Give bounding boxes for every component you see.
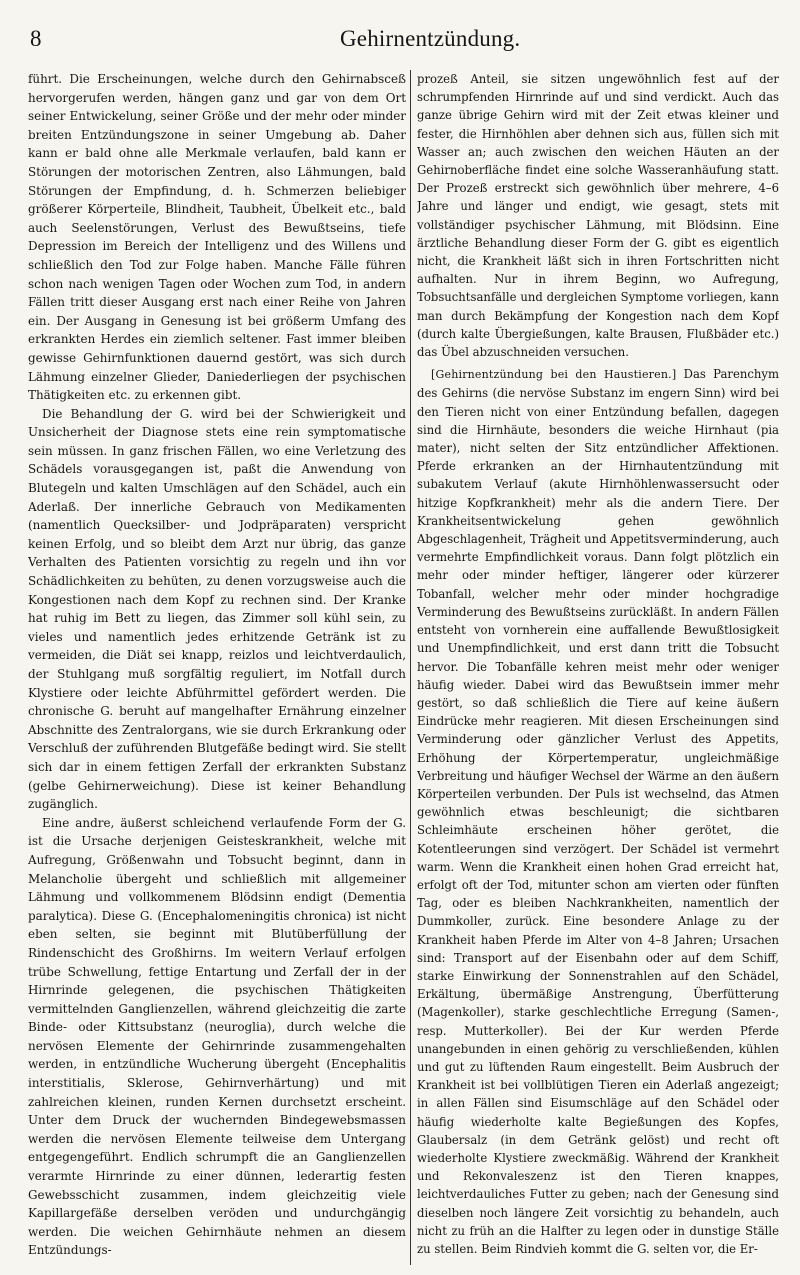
left-column	[28, 70, 406, 1268]
paragraph: Die Behandlung der G. wird bei der Schwierigkeit und Unsicherheit der Diagnose stets eine rein symptomatische sein müssen. In ganz frischen Fällen, wo eine Verletzung des Schädels vorausgegangen ist, paßt die Anwendung von Blutegeln und kalten Umschlägen auf den Schädel, auch ein Aderlaß. Der innerliche Gebrauch von Medikamenten (namentlich Quecksilber- und Jodpräparaten) verspricht keinen Erfolg, und so bleibt dem Arzt nur übrig, das ganze Verhalten des Patienten vorsichtig zu regeln und ihn vor Schädlichkeiten zu behüten, zu denen vorzugsweise auch die Kongestionen nach dem Kopf zu rechnen sind. Der Kranke hat ruhig im Bett zu liegen, das Zimmer soll kühl sein, zu vieles und namentlich jedes erhitzende Getränk ist zu vermeiden, die Diät sei knapp, reizlos und leichtverdaulich, der Stuhlgang muß sorgfältig reguliert, im Notfall durch Klystiere oder leichte Abführmittel gefördert werden. Die chronische G. beruht auf mangelhafter Ernährung einzelner Abschnitte des Zentralorgans, wie sie durch Erkrankung oder Verschluß der zuführenden Blutgefäße bedingt wird. Sie stellt sich dar in einem fettigen Zerfall der erkrankten Substanz (gelbe Gehirnerweichung). Diese ist keiner Behandlung zugänglich.	[28, 406, 406, 812]
page-number: 8	[30, 26, 42, 51]
running-title: Gehirnentzündung.	[340, 26, 521, 51]
section-heading: [Gehirnentzündung bei den Haustieren.]	[431, 368, 677, 382]
section-paragraph	[417, 365, 779, 1258]
column-divider	[410, 70, 411, 1265]
section-text: Das Parenchym des Gehirns (die nervöse Substanz im engern Sinn) wird bei den Tieren nicht von einer Entzündung befallen, dagegen sind die Hirnhäute, besonders die weiche Hirnhaut (pia mater), nicht selten der Sitz entzündlicher Affektionen. Pferde erkranken an der Hirnhautentzündung mit subakutem Verlauf (akute Hirnhöhlenwassersucht oder hitzige Kopfkrankheit) mehr als die andern Tiere. Der Krankheitsentwickelung gehen gewöhnlich Abgeschlagenheit, Trägheit und Appetitsverminderung, auch vermehrte Empfindlichkeit voraus. Dann folgt plötzlich ein mehr oder minder heftiger, längerer oder kürzerer Tobanfall, welcher mehr oder minder hochgradige Verminderung des Bewußtseins zurückläßt. In andern Fällen entsteht von vornherein eine auffallende Bewußtlosigkeit und Unempfindlichkeit, und erst dann tritt die Tobsucht hervor. Die Tobanfälle kehren meist mehr oder weniger häufig wieder. Dabei wird das Bewußtsein immer mehr gestört, so daß schließlich die Tiere auf keine äußern Eindrücke mehr reagieren. Mit diesen Erscheinungen sind Verminderung oder gänzlicher Verlust des Appetits, Erhöhung der Körpertemperatur, ungleichmäßige Verbreitung und häufiger Wechsel der Wärme an den äußern Körperteilen verbunden. Der Puls ist wechselnd, das Atmen gewöhnlich etwas beschleunigt; die sichtbaren Schleimhäute erscheinen höher gerötet, die Kotentleerungen sind verzögert. Der Schädel ist vermehrt warm. Wenn die Krankheit einen hohen Grad erreicht hat, erfolgt oft der Tod, mitunter schon am vierten oder fünften Tag, oder es bleiben Nachkrankheiten, namentlich der Dummkoller, zurück. Eine besondere Anlage zu der Krankheit haben Pferde im Alter von 4–8 Jahren; Ursachen sind: Transport auf der Eisenbahn oder auf dem Schiff, starke Einwirkung der Sonnenstrahlen auf den Schädel, Erkältung, übermäßige Anstrengung, Überfütterung (Magenkoller), starke geschlechtliche Erregung (Samen-, resp. Mutterkoller). Bei der Kur werden Pferde unangebunden in einen gehörig zu verschließenden, kühlen und gut zu lüftenden Raum eingestellt. Beim Ausbruch der Krankheit ist bei vollblütigen Tieren ein Aderlaß angezeigt; in allen Fällen sind Eisumschläge auf den Schädel oder häufig wiederholte kalte Begießungen des Kopfes, Glaubersalz (in dem Getränk gelöst) und recht oft wiederholte Klystiere zweckmäßig. Während der Krankheit und Rekonvaleszenz ist den Tieren knappes, leichtverdauliches Futter zu geben; nach der Genesung sind dieselben noch längere Zeit vorsichtig zu behandeln, auch nicht zu früh an die Halfter zu legen oder in dunstige Ställe zu stellen. Beim Rindvieh kommt die G. selten vor, die Er-	[417, 367, 779, 1256]
page-header	[0, 0, 800, 60]
paragraph: Eine andre, äußerst schleichend verlaufende Form der G. ist die Ursache derjenigen Geisteskrankheit, welche mit Aufregung, Größenwahn und Tobsucht beginnt, dann in Melancholie übergeht und schließlich mit allgemeiner Lähmung und vollkommenem Blödsinn endigt (Dementia paralytica). Diese G. (Encephalomeningitis chronica) ist nicht eben selten, sie beginnt mit Blutüberfüllung der Rindenschicht des Großhirns. Im weitern Verlauf erfolgen trübe Schwellung, fettige Entartung und Zerfall der in der Hirnrinde gelegenen, die psychischen Thätigkeiten vermittelnden Ganglienzellen, während gleichzeitig die zarte Binde- oder Kittsubstanz (neuroglia), durch welche die nervösen Elemente der Gehirnrinde zusammengehalten werden, in entzündliche Wucherung übergeht (Encephalitis interstitialis, Sklerose, Gehirnverhärtung) und mit zahlreichen kleinen, runden Kernen durchsetzt erscheint. Unter dem Druck der wuchernden Bindegewebsmassen werden die nervösen Elemente teilweise dem Untergang entgegengeführt. Endlich schrumpft die an Ganglienzellen verarmte Hirnrinde zu einer dünnen, lederartig festen Gewebsschicht zusammen, indem gleichzeitig viele Kapillargefäße derselben veröden und undurchgängig werden. Die weichen Gehirnhäute nehmen an diesem Entzündungs-	[28, 815, 406, 1258]
paragraph: prozeß Anteil, sie sitzen ungewöhnlich fest auf der schrumpfenden Hirnrinde auf und sind verdickt. Auch das ganze übrige Gehirn wird mit der Zeit etwas kleiner und fester, die Hirnhöhlen aber dehnen sich aus, füllen sich mit Wasser an; auch zwischen den weichen Häuten an der Gehirnoberfläche findet eine solche Wasseranhäufung statt. Der Prozeß erstreckt sich gewöhnlich über mehrere, 4–6 Jahre und länger und endigt, wie gesagt, stets mit vollständiger psychischer Lähmung, mit Blödsinn. Eine ärztliche Behandlung dieser Form der G. gibt es eigentlich nicht, die Krankheit läßt sich in ihren Fortschritten nicht aufhalten. Nur in ihrem Beginn, wo Aufregung, Tobsuchtsanfälle und dergleichen Symptome vorliegen, kann man durch Bekämpfung der Kongestion nach dem Kopf (durch kalte Übergießungen, kalte Brausen, Flußbäder etc.) das Übel abzuschneiden versuchen.	[417, 72, 779, 360]
right-column	[417, 70, 779, 1268]
paragraph: führt. Die Erscheinungen, welche durch den Gehirnabsceß hervorgerufen werden, hängen ganz und gar von dem Ort seiner Entwickelung, seiner Größe und der mehr oder minder breiten Entzündungszone in seiner Umgebung ab. Daher kann er bald ohne alle Merkmale verlaufen, bald kann er Störungen der motorischen Zentren, also Lähmungen, bald Störungen der Empfindung, d. h. Schmerzen beliebiger größerer Körperteile, Blindheit, Taubheit, Übelkeit etc., bald auch Seelenstörungen, Verlust des Bewußtseins, tiefe Depression im Bereich der Intelligenz und des Willens und schließlich den Tod zur Folge haben. Manche Fälle führen schon nach wenigen Tagen oder Wochen zum Tod, in andern Fällen tritt dieser Ausgang erst nach einer Reihe von Jahren ein. Der Ausgang in Genesung ist bei größerm Umfang des erkrankten Herdes ein ziemlich seltener. Fast immer bleiben gewisse Gehirnfunktionen dauernd gestört, was sich durch Lähmung einzelner Glieder, Daniederliegen der psychischen Thätigkeiten etc. zu erkennen gibt.	[28, 72, 406, 403]
